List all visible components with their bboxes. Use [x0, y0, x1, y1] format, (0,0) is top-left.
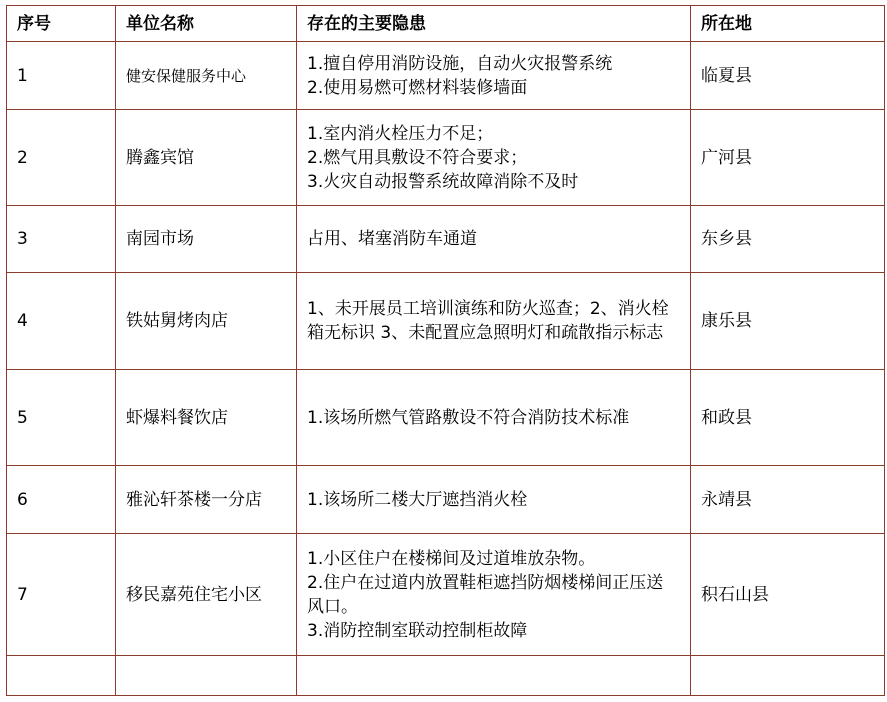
- hazard-line: 占用、堵塞消防车通道: [307, 229, 477, 249]
- row-number: 2: [7, 110, 116, 206]
- empty-cell: [116, 656, 297, 696]
- row-number: 3: [7, 206, 116, 273]
- hazard-cell: [297, 206, 691, 273]
- table-header-row: [7, 6, 885, 42]
- row-number: 1: [7, 42, 116, 110]
- hazard-table: [6, 5, 885, 696]
- hazard-line: 1.该场所燃气管路敷设不符合消防技术标准: [307, 407, 630, 428]
- empty-table-row: [7, 656, 885, 696]
- empty-cell: [691, 656, 885, 696]
- hazard-line: 1、未开展员工培训演练和防火巡查；2、消火栓箱无标识 3、未配置应急照明灯和疏散指示标志: [307, 299, 669, 343]
- row-number: 4: [7, 273, 116, 370]
- hazard-line: 1.该场所二楼大厅遮挡消火栓: [307, 489, 528, 510]
- table-row: [7, 273, 885, 370]
- table-row: [7, 206, 885, 273]
- row-number: 7: [7, 534, 116, 656]
- unit-name: 虾爆料餐饮店: [116, 370, 297, 466]
- hazard-cell: [297, 110, 691, 206]
- hazard-cell: [297, 273, 691, 370]
- hazard-line: 2.使用易燃可燃材料装修墙面: [307, 77, 528, 98]
- unit-name: 雅沁轩茶楼一分店: [116, 466, 297, 534]
- hazard-line: 1.室内消火栓压力不足；: [307, 123, 494, 144]
- table-row: [7, 370, 885, 466]
- unit-name: 南园市场: [116, 206, 297, 273]
- hazard-cell: [297, 534, 691, 656]
- table-row: [7, 534, 885, 656]
- row-number: 5: [7, 370, 116, 466]
- empty-cell: [297, 656, 691, 696]
- hazard-line: 1.小区住户在楼梯间及过道堆放杂物。: [307, 548, 596, 569]
- hazard-line: 2.燃气用具敷设不符合要求；: [307, 147, 528, 168]
- location: 永靖县: [691, 466, 885, 534]
- hazard-cell: [297, 370, 691, 466]
- hazard-line: 3.消防控制室联动控制柜故障: [307, 620, 528, 641]
- unit-name: 移民嘉苑住宅小区: [116, 534, 297, 656]
- location: 积石山县: [691, 534, 885, 656]
- header-no: 序号: [7, 6, 116, 42]
- hazard-cell: [297, 42, 691, 110]
- empty-cell: [7, 656, 116, 696]
- header-location: 所在地: [691, 6, 885, 42]
- location: 东乡县: [691, 206, 885, 273]
- location: 广河县: [691, 110, 885, 206]
- table-row: [7, 466, 885, 534]
- location: 临夏县: [691, 42, 885, 110]
- unit-name: 腾鑫宾馆: [116, 110, 297, 206]
- table-row: [7, 42, 885, 110]
- unit-name: 铁姑舅烤肉店: [116, 273, 297, 370]
- header-hazard: 存在的主要隐患: [297, 6, 691, 42]
- location: 和政县: [691, 370, 885, 466]
- row-number: 6: [7, 466, 116, 534]
- hazard-cell: [297, 466, 691, 534]
- location: 康乐县: [691, 273, 885, 370]
- hazard-line: 1.擅自停用消防设施，自动火灾报警系统: [307, 53, 613, 74]
- unit-name: 健安保健服务中心: [116, 42, 297, 110]
- hazard-line: 3.火灾自动报警系统故障消除不及时: [307, 171, 579, 192]
- hazard-line: 2.住户在过道内放置鞋柜遮挡防烟楼梯间正压送风口。: [307, 572, 664, 617]
- table-row: [7, 110, 885, 206]
- header-unit: 单位名称: [116, 6, 297, 42]
